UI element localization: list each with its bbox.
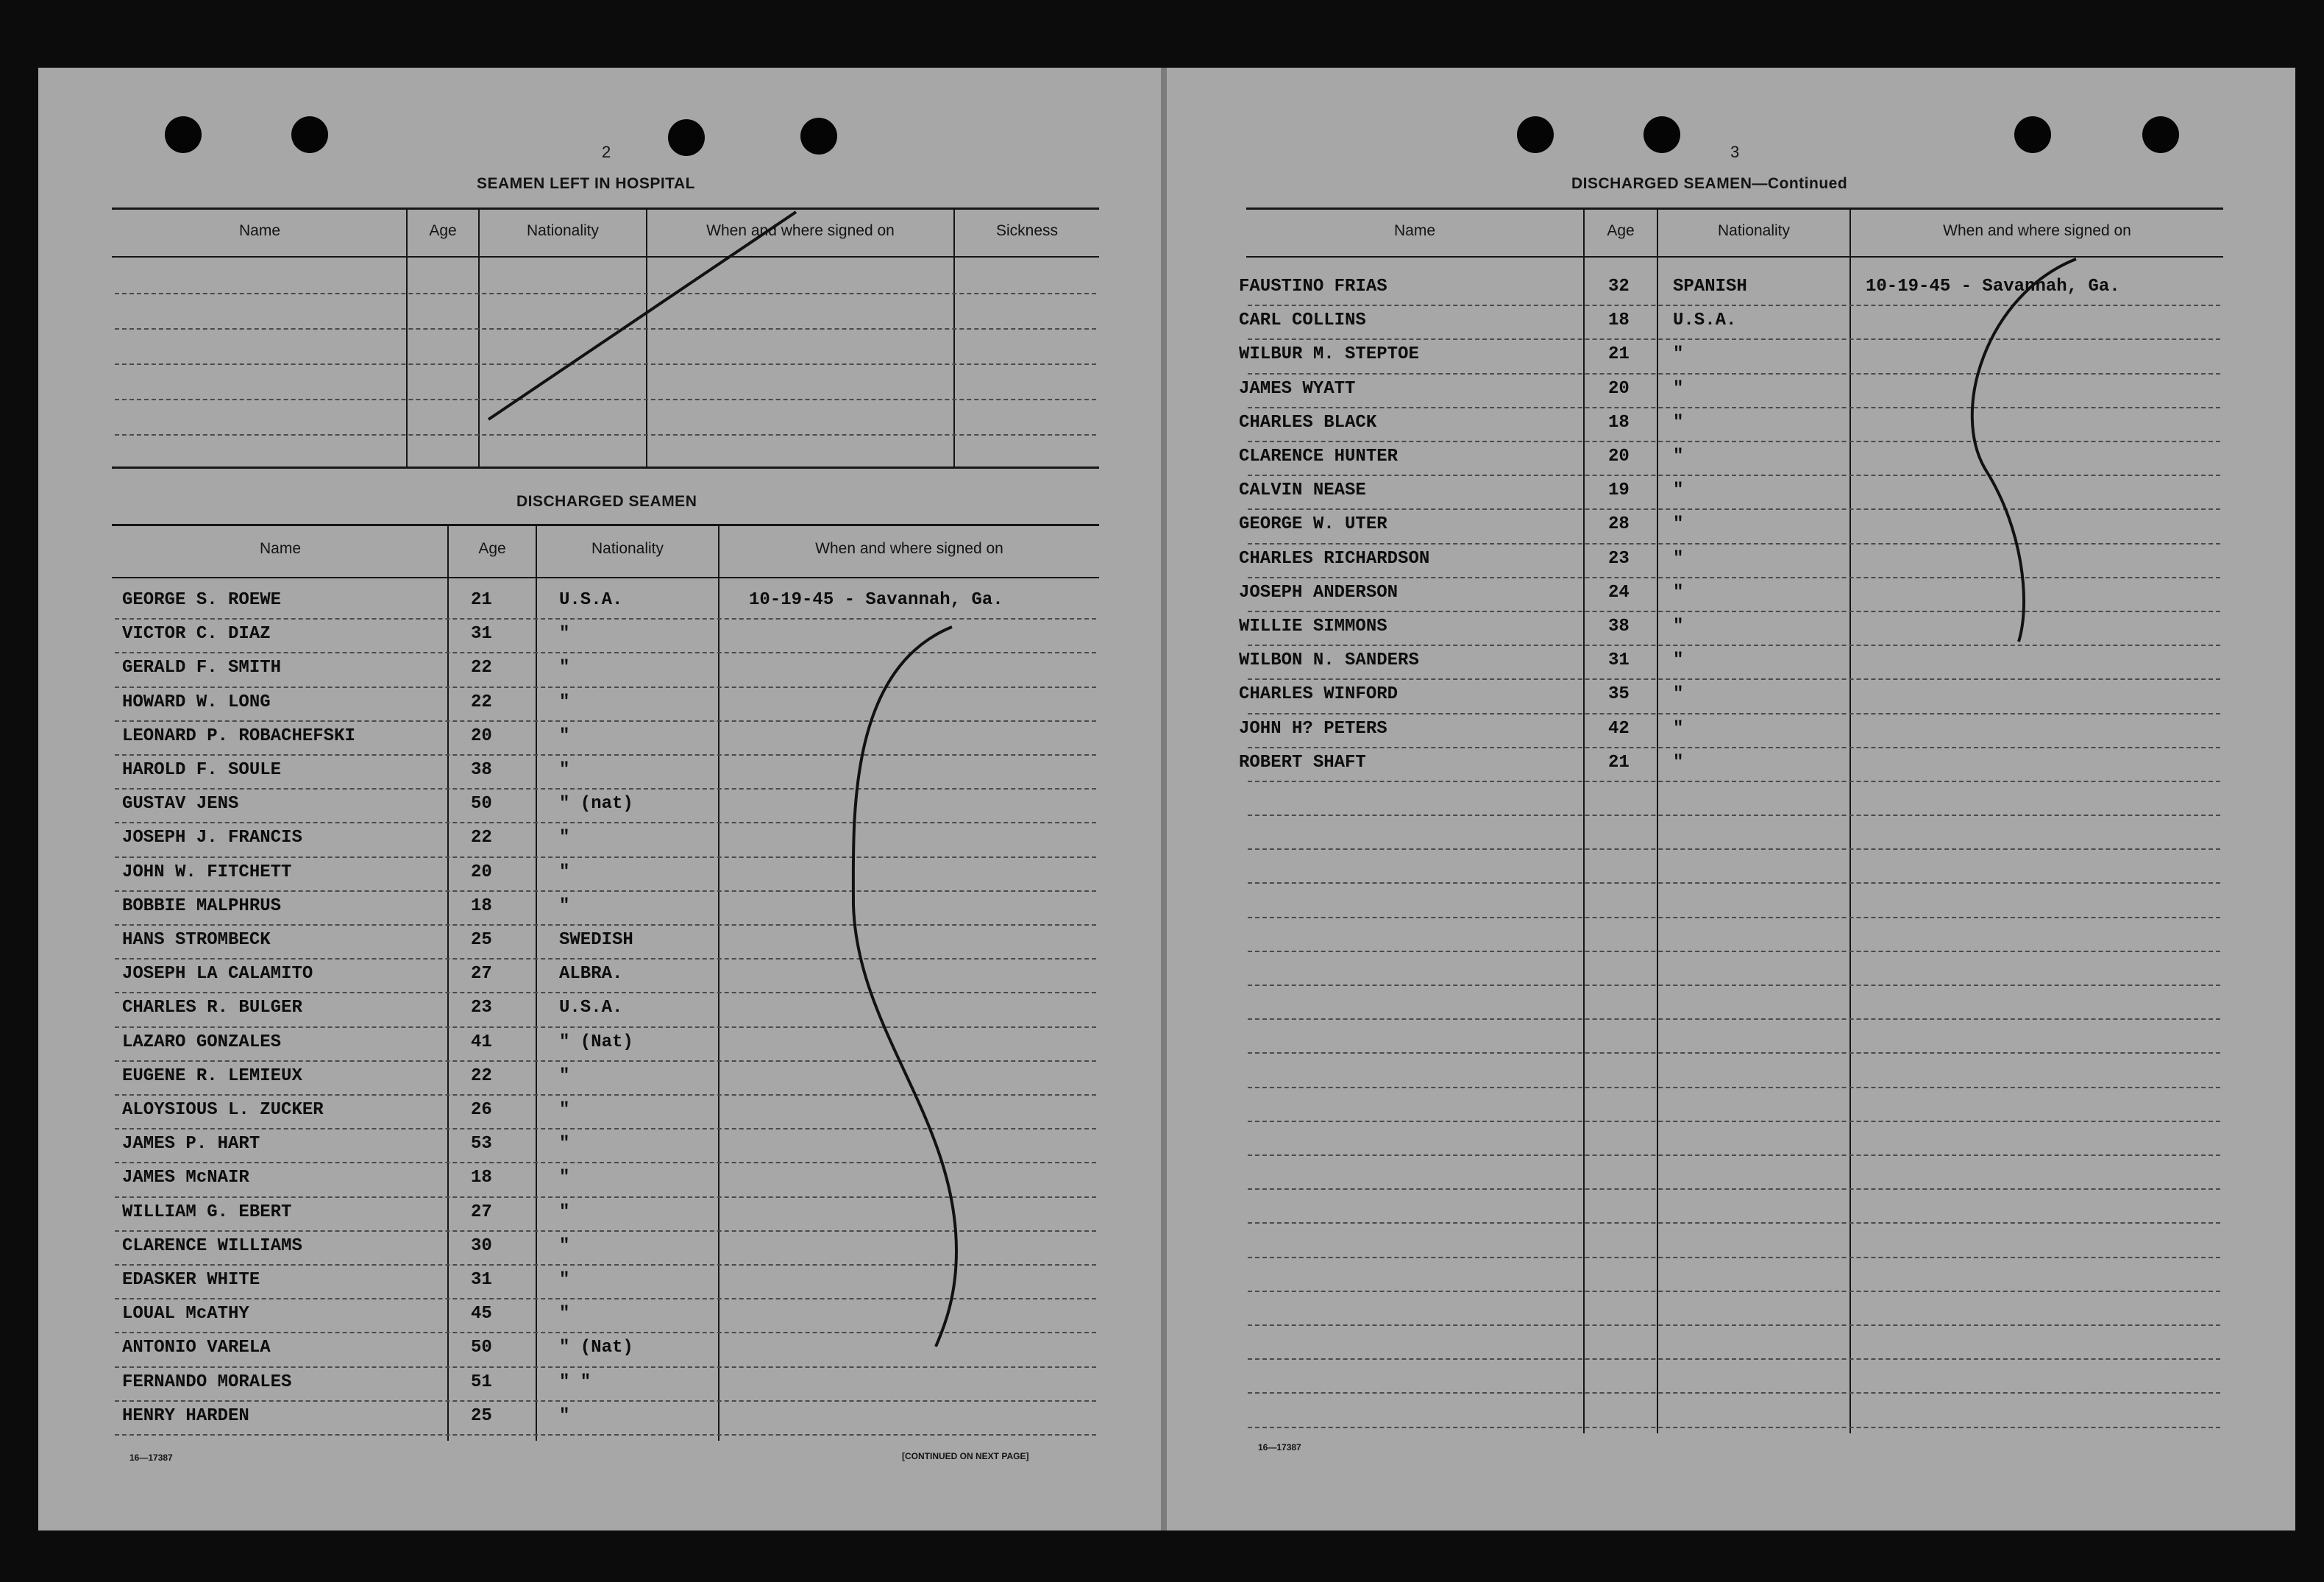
discharged-section-title: DISCHARGED SEAMEN (516, 493, 697, 510)
row-age: 26 (471, 1100, 492, 1120)
row-nationality: " (1673, 514, 1684, 535)
row-signed-on: 10-19-45 - Savannah, Ga. (749, 590, 1003, 610)
row-age: 21 (1608, 752, 1630, 773)
row-nationality: " (1673, 684, 1684, 705)
row-nationality: " (nat) (559, 794, 633, 815)
row-age: 28 (1608, 514, 1630, 535)
row-nationality: " (559, 1405, 570, 1426)
row-name: JAMES McNAIR (122, 1168, 249, 1188)
row-name: CALVIN NEASE (1239, 480, 1366, 501)
row-nationality: " (559, 828, 570, 848)
continued-col-age: Age (1607, 222, 1635, 239)
row-age: 27 (471, 1202, 492, 1222)
row-name: JAMES WYATT (1239, 378, 1356, 399)
row-age: 50 (471, 794, 492, 815)
row-nationality: " (1673, 344, 1684, 365)
row-name: ANTONIO VARELA (122, 1338, 271, 1358)
row-name: WILLIAM G. EBERT (122, 1202, 292, 1222)
row-name: HANS STROMBECK (122, 930, 271, 950)
row-name: LEONARD P. ROBACHEFSKI (122, 726, 355, 746)
row-name: CHARLES WINFORD (1239, 684, 1399, 705)
row-age: 20 (1608, 447, 1630, 467)
row-nationality: " (1673, 650, 1684, 671)
row-name: CARL COLLINS (1239, 311, 1366, 331)
row-nationality: " (559, 1134, 570, 1154)
continued-note: [CONTINUED ON NEXT PAGE] (902, 1451, 1029, 1461)
row-name: EDASKER WHITE (122, 1270, 260, 1290)
row-age: 22 (471, 692, 492, 712)
row-nationality: " (559, 624, 570, 645)
row-name: GUSTAV JENS (122, 794, 239, 815)
row-nationality: " (559, 692, 570, 712)
row-nationality: " " (559, 1372, 591, 1392)
discharged-col-signed-on: When and where signed on (815, 540, 1003, 557)
row-nationality: " (1673, 548, 1684, 569)
discharged-col-name: Name (259, 540, 302, 557)
row-nationality: " (1673, 480, 1684, 501)
row-nationality: " (559, 1100, 570, 1120)
row-age: 20 (1608, 378, 1630, 399)
row-nationality: " (1673, 617, 1684, 636)
row-name: CHARLES RICHARDSON (1239, 548, 1430, 569)
row-age: 23 (1608, 548, 1630, 569)
row-name: GEORGE W. UTER (1239, 514, 1387, 535)
row-nationality: " (559, 1235, 570, 1256)
row-age: 31 (1608, 650, 1630, 671)
row-nationality: " (559, 1270, 570, 1290)
row-name: JOHN W. FITCHETT (122, 862, 292, 882)
row-nationality: U.S.A. (559, 998, 623, 1018)
row-name: LOUAL McATHY (122, 1304, 249, 1324)
row-nationality: " (1673, 412, 1684, 433)
row-name: EUGENE R. LEMIEUX (122, 1065, 302, 1086)
row-age: 45 (471, 1304, 492, 1324)
row-age: 31 (471, 1270, 492, 1290)
row-age: 18 (1608, 412, 1630, 433)
hospital-col-signed-on: When and where signed on (706, 222, 895, 239)
row-name: CHARLES R. BULGER (122, 998, 302, 1018)
row-nationality: " (Nat) (559, 1338, 633, 1358)
row-name: GERALD F. SMITH (122, 658, 282, 678)
row-nationality: " (559, 1168, 570, 1188)
right-ditto-stroke (1972, 259, 2076, 642)
row-age: 22 (471, 658, 492, 678)
hospital-void-stroke (488, 212, 796, 419)
row-nationality: " (559, 658, 570, 678)
row-age: 50 (471, 1338, 492, 1358)
row-name: VICTOR C. DIAZ (122, 624, 271, 645)
row-age: 24 (1608, 582, 1630, 603)
discharged-col-age: Age (478, 540, 506, 557)
row-name: LAZARO GONZALES (122, 1032, 282, 1052)
row-age: 20 (471, 726, 492, 746)
row-nationality: SWEDISH (559, 930, 633, 950)
row-nationality: ALBRA. (559, 964, 623, 985)
row-age: 51 (471, 1372, 492, 1392)
row-name: WILLIE SIMMONS (1239, 617, 1387, 636)
row-age: 22 (471, 1065, 492, 1086)
row-name: JOSEPH LA CALAMITO (122, 964, 313, 985)
row-age: 41 (471, 1032, 492, 1052)
hospital-col-name: Name (238, 222, 281, 239)
row-age: 38 (1608, 617, 1630, 636)
left-footer-code: 16—17387 (129, 1452, 173, 1463)
hospital-col-nationality: Nationality (526, 222, 600, 239)
row-nationality: U.S.A. (1673, 311, 1737, 331)
row-nationality: " (559, 1304, 570, 1324)
row-nationality: " (559, 1202, 570, 1222)
row-nationality: " (559, 862, 570, 882)
row-nationality: " (559, 760, 570, 780)
continued-section-title: DISCHARGED SEAMEN—Continued (1571, 175, 1848, 192)
row-age: 31 (471, 624, 492, 645)
row-name: CLARENCE HUNTER (1239, 447, 1399, 467)
hospital-col-age: Age (429, 222, 457, 239)
row-age: 18 (1608, 311, 1630, 331)
row-name: CLARENCE WILLIAMS (122, 1235, 302, 1256)
row-age: 25 (471, 930, 492, 950)
row-nationality: SPANISH (1673, 277, 1747, 297)
row-name: WILBON N. SANDERS (1239, 650, 1419, 671)
row-age: 20 (471, 862, 492, 882)
row-name: JOSEPH J. FRANCIS (122, 828, 302, 848)
left-page-number: 2 (602, 143, 611, 161)
row-name: GEORGE S. ROEWE (122, 590, 282, 610)
continued-col-nationality: Nationality (1717, 222, 1791, 239)
right-page-number: 3 (1730, 143, 1740, 161)
row-name: JOHN H? PETERS (1239, 718, 1387, 739)
row-nationality: " (559, 726, 570, 746)
row-name: JOSEPH ANDERSON (1239, 582, 1399, 603)
row-nationality: " (1673, 378, 1684, 399)
row-nationality: " (1673, 718, 1684, 739)
row-name: CHARLES BLACK (1239, 412, 1377, 433)
row-age: 21 (471, 590, 492, 610)
left-ditto-stroke (853, 627, 956, 1347)
row-name: HENRY HARDEN (122, 1405, 249, 1426)
row-nationality: " (1673, 447, 1684, 467)
row-name: HOWARD W. LONG (122, 692, 271, 712)
row-nationality: U.S.A. (559, 590, 623, 610)
row-age: 53 (471, 1134, 492, 1154)
row-age: 42 (1608, 718, 1630, 739)
row-signed-on: 10-19-45 - Savannah, Ga. (1866, 277, 2120, 297)
right-footer-code: 16—17387 (1258, 1442, 1301, 1452)
row-age: 23 (471, 998, 492, 1018)
row-age: 21 (1608, 344, 1630, 365)
row-name: FAUSTINO FRIAS (1239, 277, 1387, 297)
row-age: 38 (471, 760, 492, 780)
row-nationality: " (1673, 752, 1684, 773)
row-age: 18 (471, 895, 492, 916)
row-age: 18 (471, 1168, 492, 1188)
discharged-col-nationality: Nationality (591, 540, 664, 557)
row-name: HAROLD F. SOULE (122, 760, 282, 780)
row-nationality: " (1673, 582, 1684, 603)
row-nationality: " (559, 895, 570, 916)
hospital-section-title: SEAMEN LEFT IN HOSPITAL (477, 175, 695, 192)
row-nationality: " (Nat) (559, 1032, 633, 1052)
hospital-col-sickness: Sickness (995, 222, 1059, 239)
row-name: WILBUR M. STEPTOE (1239, 344, 1419, 365)
row-age: 30 (471, 1235, 492, 1256)
row-name: FERNANDO MORALES (122, 1372, 292, 1392)
row-age: 25 (471, 1405, 492, 1426)
row-name: ALOYSIOUS L. ZUCKER (122, 1100, 324, 1120)
row-name: JAMES P. HART (122, 1134, 260, 1154)
row-name: ROBERT SHAFT (1239, 752, 1366, 773)
continued-col-signed-on: When and where signed on (1943, 222, 2131, 239)
row-name: BOBBIE MALPHRUS (122, 895, 282, 916)
row-age: 22 (471, 828, 492, 848)
row-age: 35 (1608, 684, 1630, 705)
continued-col-name: Name (1393, 222, 1436, 239)
row-age: 27 (471, 964, 492, 985)
row-nationality: " (559, 1065, 570, 1086)
row-age: 19 (1608, 480, 1630, 501)
row-age: 32 (1608, 277, 1630, 297)
